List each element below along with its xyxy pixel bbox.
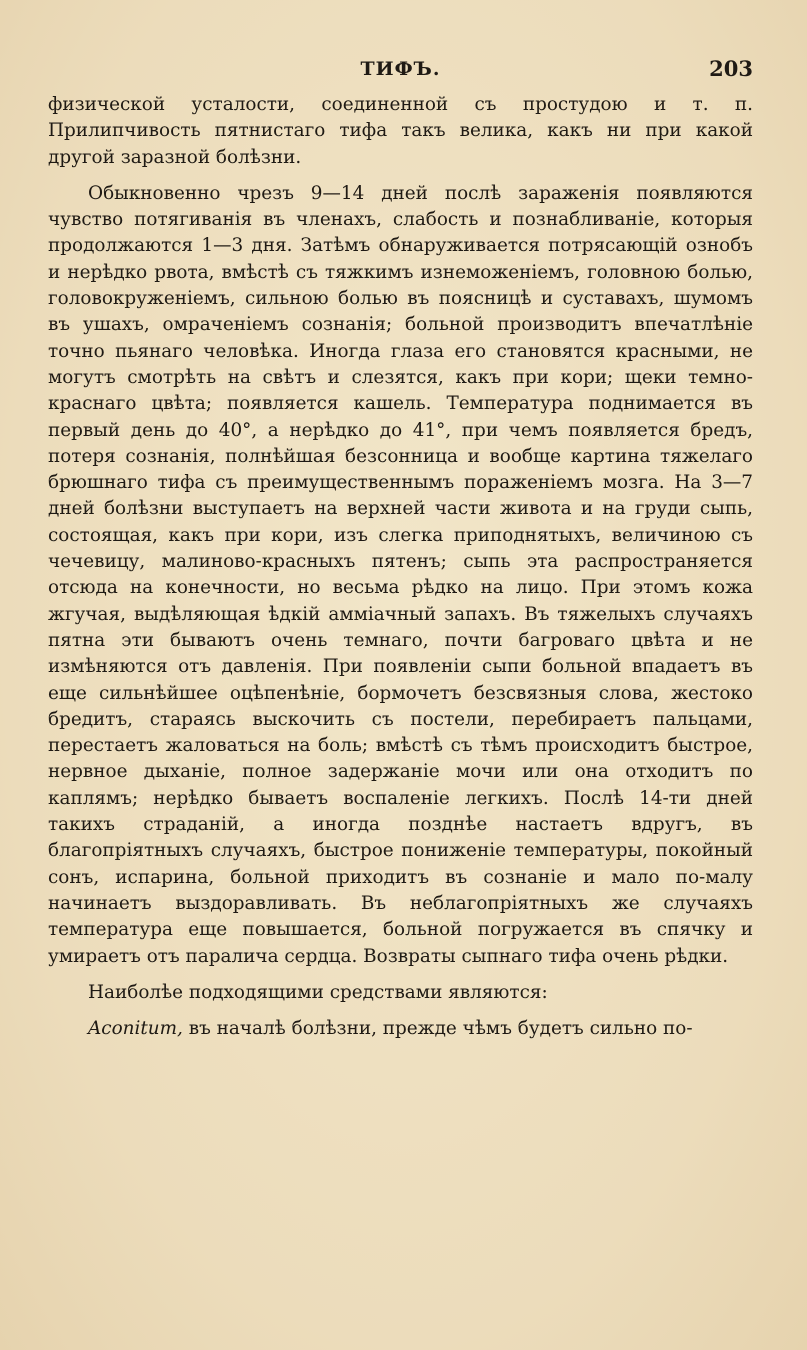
body-text [48, 92, 753, 1042]
paragraph-2: Обыкновенно чрезъ 9—14 дней послѣ зараженія появляются чувство потягиванія въ членахъ, слабость и познабливаніе, которыя продолжаются 1—3 дня. Затѣмъ обнаруживается потрясающій ознобъ и нерѣдко рвота, вмѣстѣ съ тяжкимъ изнеможеніемъ, головною болью, головокруженіемъ, сильною болью въ поясницѣ и суставахъ, шумомъ въ ушахъ, омраченіемъ сознанія; больной производитъ впечатлѣніе точно пьянаго человѣка. Иногда глаза его становятся красными, не могутъ смотрѣть на свѣтъ и слезятся, какъ при кори; щеки темно-краснаго цвѣта; появляется кашель. Температура поднимается въ первый день до 40°, а нерѣдко до 41°, при чемъ появляется бредъ, потеря сознанія, полнѣйшая безсонница и вообще картина тяжелаго брюшнаго тифа съ преимущественнымъ пораженіемъ мозга. На 3—7 дней болѣзни выступаетъ на верхней части живота и на груди сыпь, состоящая, какъ при кори, изъ слегка приподнятыхъ, величиною съ чечевицу, малиново-красныхъ пятенъ; сыпь эта распространяется отсюда на конечности, но весьма рѣдко на лицо. При этомъ кожа жгучая, выдѣляющая ѣдкій амміачный запахъ. Въ тяжелыхъ случаяхъ пятна эти бываютъ очень темнаго, почти багроваго цвѣта и не измѣняются отъ давленія. При появленіи сыпи больной впадаетъ въ еще сильнѣйшее оцѣпенѣніе, бормочетъ безсвязныя слова, жестоко бредитъ, стараясь выскочить съ постели, перебираетъ пальцами, перестаетъ жаловаться на боль; вмѣстѣ съ тѣмъ происходитъ быстрое, нервное дыханіе, полное задержаніе мочи или она отходитъ по каплямъ; нерѣдко бываетъ воспаленіе легкихъ. Послѣ 14-ти дней такихъ страданій, а иногда позднѣе настаетъ вдругъ, въ благопріятныхъ случаяхъ, быстрое пониженіе температуры, покойный сонъ, испарина, больной приходитъ въ сознаніе и мало по-малу начинаетъ выздоравливать. Въ неблагопріятныхъ же случаяхъ температура еще повышается, больной погружается въ спячку и умираетъ отъ паралича сердца. Возвраты сыпнаго тифа очень рѣдки. [48, 182, 753, 967]
running-title: ТИФЪ. [360, 58, 441, 80]
page-header [48, 56, 753, 92]
paragraph-3: Наиболѣе подходящими средствами являются: [88, 981, 548, 1003]
page-number: 203 [709, 56, 753, 81]
paragraph-4 [48, 1016, 753, 1042]
book-page [48, 56, 753, 1042]
remedy-name: Aconitum, [88, 1018, 183, 1040]
paragraph-4-text: въ началѣ болѣзни, прежде чѣмъ будетъ сильно по- [182, 1018, 693, 1040]
paragraph-1: физической усталости, соединенной съ простудою и т. п. Прилипчивость пятнистаго тифа такъ велика, какъ ни при какой другой заразной болѣзни. [48, 94, 753, 168]
